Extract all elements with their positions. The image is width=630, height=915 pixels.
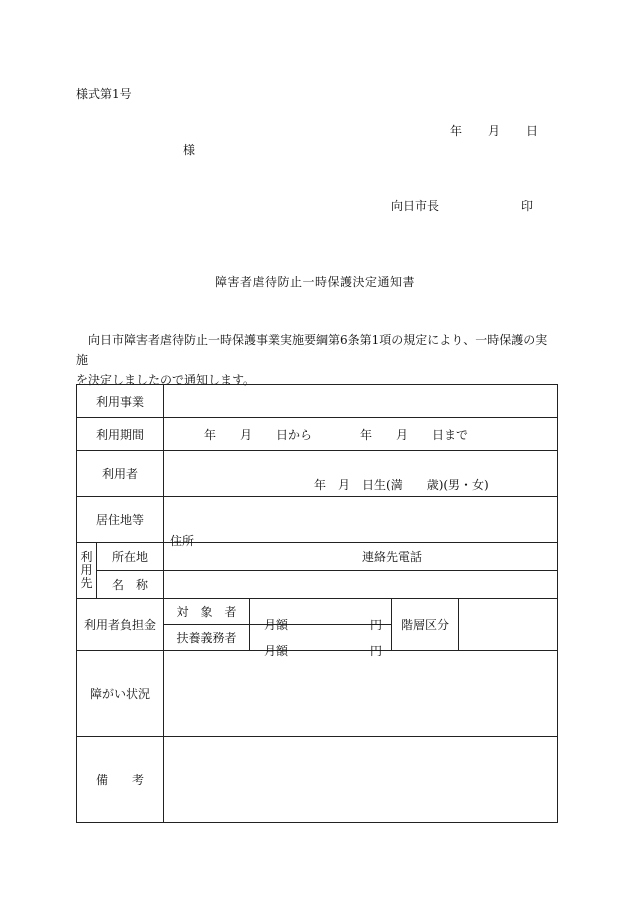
period-row (77, 418, 558, 451)
body-line-1: 向日市障害者虐待防止一時保護事業実施要綱第6条第1項の規定により、一時保護の実施 (76, 333, 548, 367)
disability-row (77, 651, 558, 737)
subject-label: 対 象 者 (164, 599, 250, 625)
burden-label: 利用者負担金 (77, 599, 164, 651)
issuer-name: 向日市長 (391, 199, 440, 213)
form-number: 様式第1号 (76, 87, 132, 101)
subject-yen: 円 (370, 617, 383, 632)
notice-form-table (76, 384, 558, 823)
period-value[interactable] (164, 418, 558, 451)
address-label: 住所 (170, 533, 195, 548)
document-title: 障害者虐待防止一時保護決定通知書 (214, 275, 415, 289)
issue-date (450, 124, 538, 138)
contact-phone-label: 連絡先電話 (362, 549, 423, 564)
location-row (77, 543, 558, 571)
supporter-yen: 円 (370, 643, 383, 658)
user-row (77, 451, 558, 497)
service-row (77, 385, 558, 418)
date-year: 年 (450, 124, 463, 138)
residence-row (77, 497, 558, 543)
seal-mark: 印 (521, 199, 534, 213)
service-value[interactable] (164, 385, 558, 418)
tier-value[interactable] (459, 599, 558, 651)
residence-label: 居住地等 (77, 497, 164, 543)
location-value[interactable] (164, 543, 558, 571)
subject-monthly-label: 月額 (264, 617, 289, 632)
supporter-label: 扶養義務者 (164, 625, 250, 651)
service-label: 利用事業 (77, 385, 164, 418)
user-birth-text: 年 月 日生(満 歳)(男・女) (314, 478, 489, 492)
period-label: 利用期間 (77, 418, 164, 451)
facility-name-label: 名 称 (97, 571, 164, 599)
burden-subject-row (77, 599, 558, 625)
residence-value[interactable] (164, 497, 558, 564)
addressee-suffix: 様 (183, 143, 196, 157)
destination-label: 利用先 (77, 543, 97, 599)
location-label: 所在地 (97, 543, 164, 571)
disability-value[interactable] (164, 651, 558, 737)
remarks-row (77, 737, 558, 823)
remarks-label: 備 考 (77, 737, 164, 823)
user-value[interactable] (164, 451, 558, 497)
period-text: 年 月 日から 年 月 日まで (204, 427, 469, 442)
facility-name-value[interactable] (164, 571, 558, 599)
tier-label: 階層区分 (392, 599, 459, 651)
body-text (76, 330, 558, 390)
user-label: 利用者 (77, 451, 164, 497)
date-day: 日 (526, 124, 539, 138)
date-month: 月 (488, 124, 501, 138)
supporter-monthly-label: 月額 (264, 643, 289, 658)
disability-label: 障がい状況 (77, 651, 164, 737)
subject-amount[interactable] (250, 599, 392, 632)
remarks-value[interactable] (164, 737, 558, 823)
facility-name-row (77, 571, 558, 599)
body-line-2: を決定しましたので通知します。 (76, 373, 256, 387)
